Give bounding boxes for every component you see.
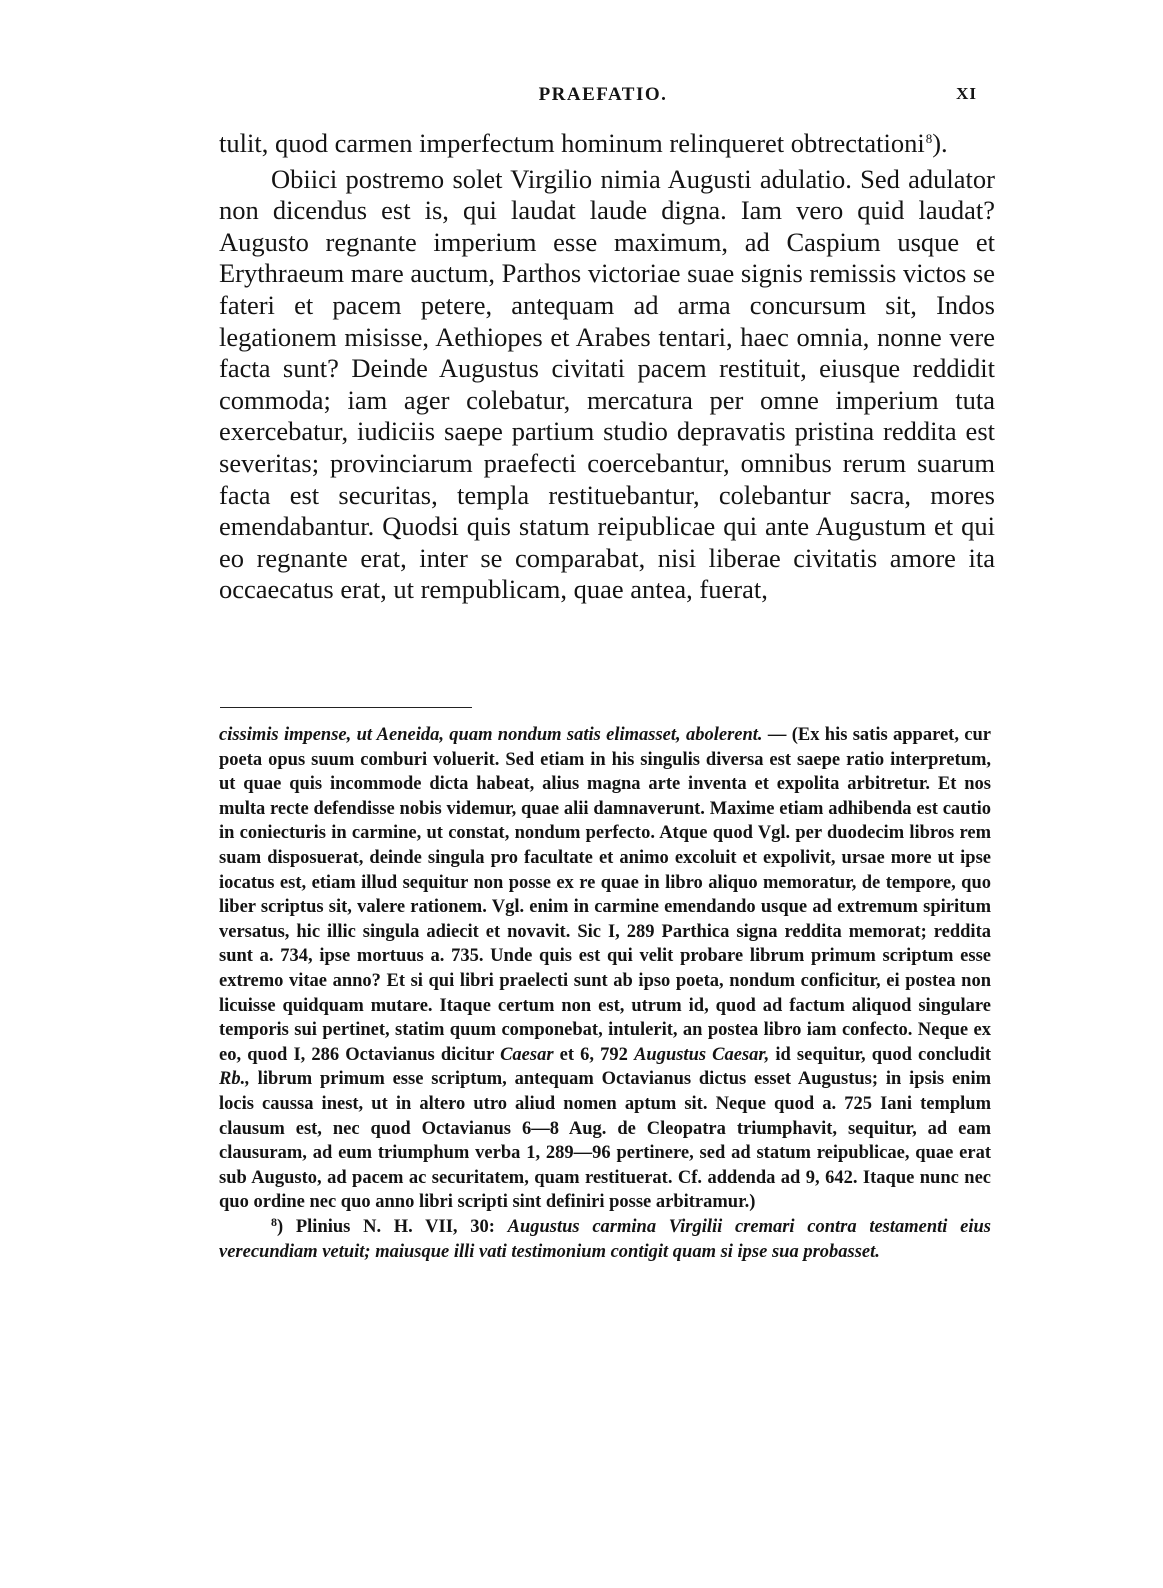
footnote-8 bbox=[219, 1215, 991, 1265]
footnote-ref-8: 8 bbox=[925, 131, 933, 146]
footnote-8-text: ) Plinius N. H. VII, 30: bbox=[277, 1216, 508, 1237]
footnote-continued-text-2: et 6, 792 bbox=[553, 1044, 635, 1065]
footnote-continued-italic-2: Caesar bbox=[500, 1044, 554, 1065]
paragraph-1 bbox=[219, 128, 995, 164]
footnotes bbox=[219, 723, 991, 1265]
footnote-8-mark: 8 bbox=[271, 1214, 277, 1229]
paragraph-1-tail: ). bbox=[932, 128, 948, 158]
page-number: XI bbox=[956, 84, 977, 103]
footnote-separator bbox=[220, 707, 472, 708]
footnote-8-quote: Augustus carmina Virgilii cremari contra testamenti eius verecundiam vetuit; maiusque illi vati testimonium contigit quam si ipse sua probasset. bbox=[219, 1216, 991, 1263]
footnote-continued-italic-3: Augustus Caesar, bbox=[634, 1044, 770, 1065]
footnote-continued-italic-1: cissimis impense, ut Aeneida, quam nondum satis elimasset, abolerent. bbox=[219, 725, 763, 745]
main-text bbox=[219, 128, 995, 606]
paragraph-2: Obiici postremo solet Virgilio nimia Augusti adulatio. Sed adulator non dicendus est is, qui laudat laude digna. Iam vero quid laudat? Augusto regnante imperium esse maximum, ad Caspium usque et Erythraeum mare auctum, Parthos victoriae suae signis remissis victos se fateri et pacem petere, antequam ad arma concursum sit, Indos legationem misisse, Aethiopes et Arabes tentari, haec omnia, nonne vere facta sunt? Deinde Augustus civitati pacem restituit, eiusque reddidit commoda; iam ager colebatur, mercatura per omne imperium tuta exercebatur, iudiciis saepe partium studio depravatis pristina reddita est severitas; provinciarum praefecti coercebantur, omnibus rerum suarum facta est securitas, templa restituebantur, colebantur sacra, mores emendabantur. Quodsi quis statum reipublicae qui ante Augustum et qui eo regnante erat, inter se comparabat, nisi liberae civitatis amore ita occaecatus erat, ut rempublicam, quae antea, fuerat, bbox=[219, 163, 995, 605]
paragraph-1-text: tulit, quod carmen imperfectum hominum relinqueret obtrectationi bbox=[219, 128, 925, 158]
footnote-continued-italic-4: Rb., bbox=[219, 1069, 250, 1090]
running-head bbox=[219, 84, 987, 114]
footnote-continued bbox=[219, 723, 991, 1215]
footnote-continued-text-1: — (Ex his satis apparet, cur poeta opus suum comburi voluerit. Sed etiam in his singulis diversa est saepe ratio interpretum, ut quae quis incommode dicta habeat, alius magna arte inventa et expolita arbitretur. Et nos multa recte defendisse nobis videmur, quae alii damnaverunt. Maxime etiam adhibenda est cautio in coniecturis in carmine, ut constat, nondum perfecto. Atque quod Vgl. per duodecim libros rem suam disposuerat, deinde singula pro facultate et animo excoluit et expolivit, ursae more ut ipse iocatus est, etiam illud sequitur non posse ex re quae in libro aliquo memoratur, de tempore, quo liber scriptus sit, valere rationem. Vgl. enim in carmine emendando usque ad extremum spiritum versatus, hic illic singula adiecit et novavit. Sic I, 289 Parthica signa reddita memorat; reddita sunt a. 734, ipse mortuus a. 735. Unde quis est qui velit probare librum primum scriptum esse extremo vitae anno? Et si qui libri praelecti sunt ab ipso poeta, nondum conficitur, ei postea non licuisse quidquam mutare. Itaque certum non est, utrum id, quod ad factum aliquod singulare temporis sui pertinet, statim quum componebat, intulerit, an postea libro iam confecto. Neque ex eo, quod I, 286 Octavianus dicitur bbox=[219, 725, 991, 1065]
footnote-continued-text-3: id sequitur, quod concludit bbox=[769, 1044, 992, 1065]
footnote-continued-text-4: librum primum esse scriptum, antequam Octavianus dictus esset Augustus; in ipsis enim locis caussa inest, ut in altero utro aliud nomen aptum sit. Neque quod a. 725 Iani templum clausum est, nec quod Octavianus 6—8 Aug. de Cleopatra triumphavit, sequitur, ad eam clausuram, ad eum triumphum verba 1, 289—96 pertinere, sed ad statum reipublicae, quae erat sub Augusto, ad pacem ac securitatem, quam restituerat. Cf. addenda ad 9, 642. Itaque nunc nec quo ordine nec quo anno libri scripti sint definiri posse arbitramur.) bbox=[219, 1069, 991, 1213]
running-title: PRAEFATIO. bbox=[538, 84, 668, 105]
